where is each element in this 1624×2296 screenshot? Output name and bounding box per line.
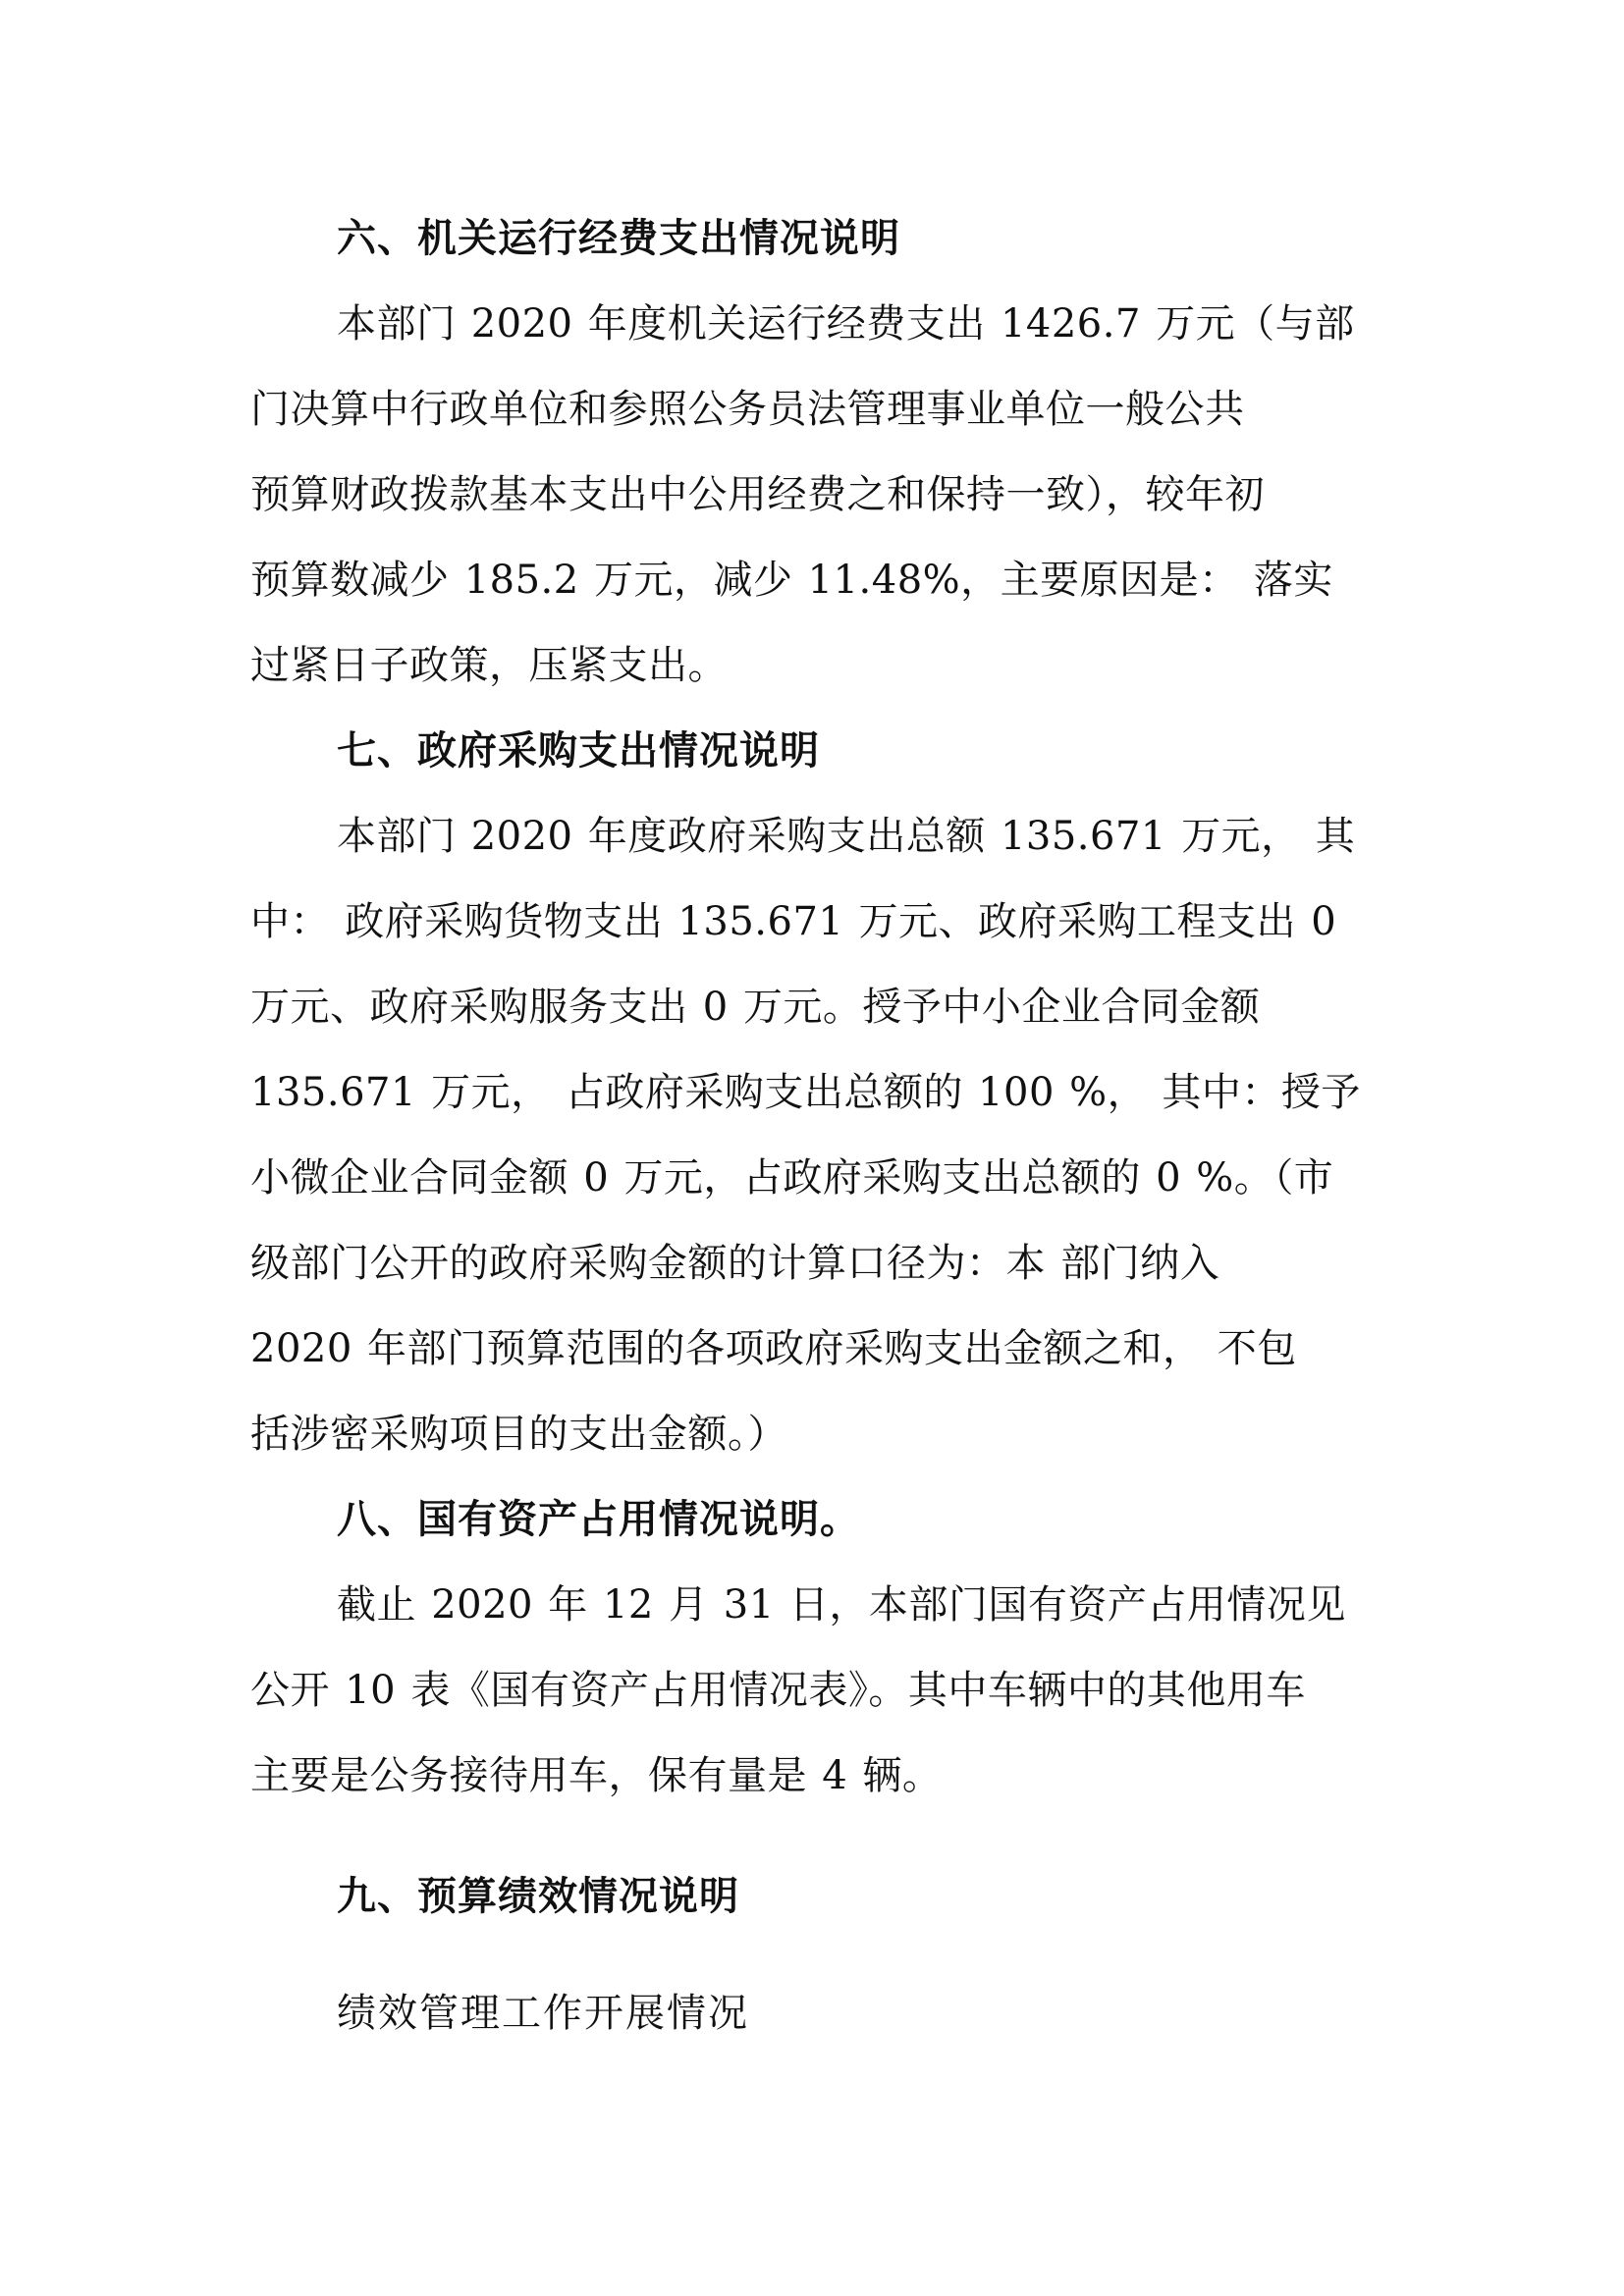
section-8-heading: 八、国有资产占用情况说明。 bbox=[337, 1497, 860, 1542]
section-7-line-3: 万元、政府采购服务支出 0 万元。授予中小企业合同金额 bbox=[250, 985, 1261, 1030]
section-7-line-2: 中： 政府采购货物支出 135.671 万元、政府采购工程支出 0 bbox=[250, 899, 1337, 944]
section-9-heading: 九、预算绩效情况说明 bbox=[337, 1874, 739, 1919]
section-8-line-3: 主要是公务接待用车，保有量是 4 辆。 bbox=[250, 1753, 943, 1798]
section-7-line-7: 2020 年部门预算范围的各项政府采购支出金额之和， 不包 bbox=[250, 1326, 1297, 1371]
section-6-line-4: 预算数减少 185.2 万元，减少 11.48%，主要原因是： 落实 bbox=[250, 558, 1333, 603]
section-7-line-6: 级部门公开的政府采购金额的计算口径为：本 部门纳入 bbox=[250, 1241, 1220, 1286]
section-7-heading: 七、政府采购支出情况说明 bbox=[337, 728, 820, 774]
section-7-line-5: 小微企业合同金额 0 万元，占政府采购支出总额的 0 %。（市 bbox=[250, 1155, 1334, 1201]
section-8-line-2: 公开 10 表《国有资产占用情况表》。其中车辆中的其他用车 bbox=[250, 1668, 1306, 1713]
section-7-line-4: 135.671 万元， 占政府采购支出总额的 100 %， 其中：授予 bbox=[250, 1070, 1361, 1115]
section-7-line-8: 括涉密采购项目的支出金额。） bbox=[250, 1412, 787, 1457]
section-6-line-1: 本部门 2020 年度机关运行经费支出 1426.7 万元（与部 bbox=[337, 301, 1355, 347]
section-7-line-1: 本部门 2020 年度政府采购支出总额 135.671 万元， 其 bbox=[337, 814, 1356, 859]
section-6-line-5: 过紧日子政策，压紧支出。 bbox=[250, 643, 728, 688]
section-8-line-1: 截止 2020 年 12 月 31 日，本部门国有资产占用情况见 bbox=[337, 1582, 1346, 1628]
section-6-line-2: 门决算中行政单位和参照公务员法管理事业单位一般公共 bbox=[250, 387, 1245, 432]
section-9-subheading: 绩效管理工作开展情况 bbox=[337, 1991, 749, 2036]
section-6-heading: 六、机关运行经费支出情况说明 bbox=[337, 216, 900, 261]
section-6-line-3: 预算财政拨款基本支出中公用经费之和保持一致），较年初 bbox=[250, 472, 1265, 517]
